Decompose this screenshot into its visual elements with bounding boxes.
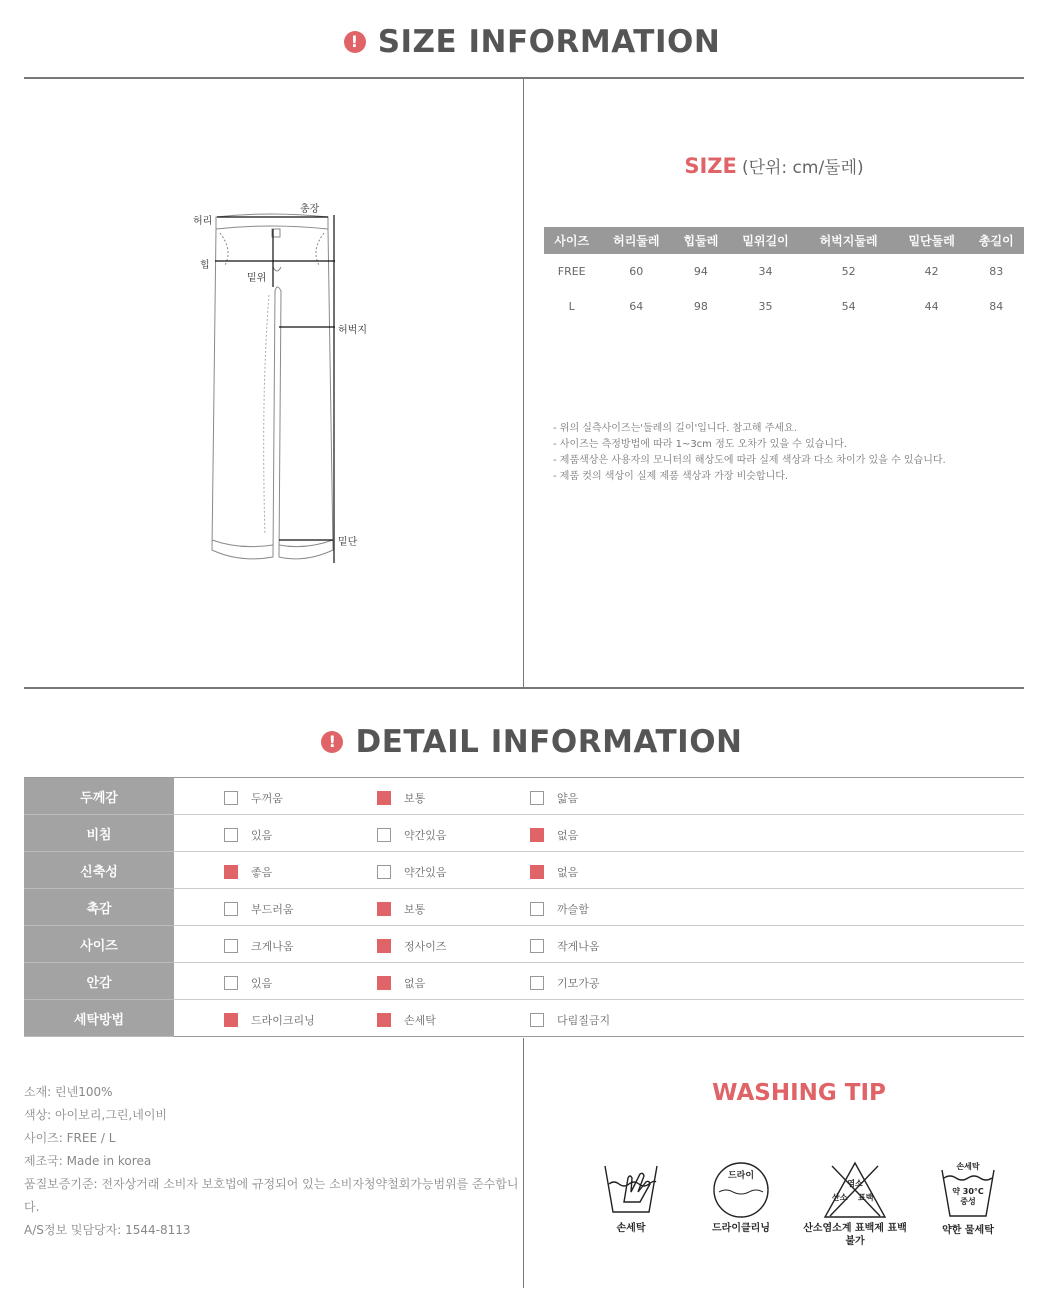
- detail-option: [224, 898, 377, 917]
- unchecked-box-icon[interactable]: [530, 939, 544, 953]
- detail-row-label: 두께감: [24, 778, 174, 815]
- size-table: [544, 227, 1024, 324]
- unchecked-box-icon[interactable]: [530, 791, 544, 805]
- icon-inner-text: 중성: [960, 1197, 976, 1206]
- detail-row-label: 사이즈: [24, 926, 174, 963]
- wash-item-bleach: [800, 1160, 910, 1248]
- detail-option: [530, 824, 683, 843]
- unchecked-box-icon[interactable]: [530, 1013, 544, 1027]
- info-line: 사이즈: FREE / L: [24, 1131, 116, 1145]
- detail-option: [377, 935, 530, 954]
- unchecked-box-icon[interactable]: [377, 828, 391, 842]
- detail-option: [377, 824, 530, 843]
- option-label: 드라이크리닝: [251, 1013, 315, 1027]
- detail-row: [24, 926, 1024, 963]
- wash-item-dryclean: [686, 1160, 796, 1235]
- option-label: 없음: [557, 828, 579, 842]
- detail-options: [174, 815, 1024, 852]
- table-cell: 34: [758, 265, 773, 278]
- icon-inner-text: 산소: [832, 1193, 848, 1202]
- detail-row-label: 신축성: [24, 852, 174, 889]
- detail-option: [377, 787, 530, 806]
- product-info: [24, 1081, 519, 1242]
- size-heading-text: SIZE: [684, 154, 737, 178]
- option-label: 크게나옴: [251, 939, 294, 953]
- icon-inner-text: 표백: [858, 1193, 874, 1202]
- info-line: A/S정보 및담당자: 1544-8113: [24, 1223, 191, 1237]
- detail-option: [377, 1009, 530, 1028]
- size-unit-text: (단위: cm/둘레): [741, 158, 864, 178]
- label-length: 총장: [300, 204, 320, 215]
- option-label: 좋음: [251, 865, 273, 879]
- detail-row: [24, 963, 1024, 1000]
- size-table-header: [544, 227, 1024, 254]
- detail-option: [530, 1009, 683, 1028]
- table-cell: 52: [841, 265, 856, 278]
- unchecked-box-icon[interactable]: [224, 828, 238, 842]
- header-cell: 사이즈: [544, 227, 599, 254]
- option-label: 없음: [557, 865, 579, 879]
- detail-row: [24, 815, 1024, 852]
- icon-inner-text: 드라이: [727, 1171, 755, 1181]
- detail-option: [224, 935, 377, 954]
- option-label: 있음: [251, 976, 273, 990]
- checked-box-icon[interactable]: [377, 902, 391, 916]
- icon-inner-text: 약 30°C: [952, 1187, 984, 1196]
- wash-caption: 드라이클리닝: [712, 1223, 770, 1234]
- label-thigh: 허벅지: [338, 325, 367, 336]
- option-label: 정사이즈: [404, 939, 447, 953]
- table-cell: 84: [989, 300, 1004, 313]
- checked-box-icon[interactable]: [377, 939, 391, 953]
- no-bleach-icon: [822, 1160, 888, 1220]
- detail-row-label: 촉감: [24, 889, 174, 926]
- detail-table: [24, 777, 1024, 1037]
- checked-box-icon[interactable]: [530, 865, 544, 879]
- unchecked-box-icon[interactable]: [377, 865, 391, 879]
- option-label: 손세탁: [404, 1013, 436, 1027]
- detail-row-label: 세탁방법: [24, 1000, 174, 1037]
- detail-row: [24, 1000, 1024, 1037]
- table-cell: 44: [924, 300, 939, 313]
- table-cell: L: [568, 300, 575, 313]
- note-line: - 제품 컷의 색상이 실제 제품 색상과 가장 비슷합니다.: [553, 471, 789, 482]
- wash-caption: 손세탁: [616, 1223, 646, 1234]
- pants-outline-icon: [185, 195, 385, 575]
- detail-title-text: DETAIL INFORMATION: [355, 724, 743, 760]
- label-rise: 밑위: [247, 273, 267, 284]
- table-row: [544, 289, 1024, 324]
- divider-vertical-bottom: [523, 1038, 524, 1288]
- size-notes: [553, 421, 946, 485]
- detail-options: [174, 926, 1024, 963]
- checked-box-icon[interactable]: [224, 865, 238, 879]
- detail-option: [224, 787, 377, 806]
- info-line: 품질보증기준: 전자상거래 소비자 보호법에 규정되어 있는 소비자청약철회가능범위를 준수합니다.: [24, 1177, 519, 1214]
- table-cell: 60: [629, 265, 644, 278]
- option-label: 작게나옴: [557, 939, 600, 953]
- detail-row: [24, 889, 1024, 926]
- info-line: 제조국: Made in korea: [24, 1154, 152, 1168]
- info-line: 색상: 아이보리,그린,네이비: [24, 1108, 167, 1122]
- detail-option: [224, 1009, 377, 1028]
- detail-option: [377, 861, 530, 880]
- table-cell: FREE: [557, 265, 586, 278]
- detail-options: [174, 963, 1024, 1000]
- unchecked-box-icon[interactable]: [530, 902, 544, 916]
- info-line: 소재: 린넨100%: [24, 1085, 113, 1099]
- pants-diagram: [185, 195, 385, 575]
- detail-row: [24, 852, 1024, 889]
- option-label: 있음: [251, 828, 273, 842]
- detail-option: [224, 824, 377, 843]
- option-label: 두꺼움: [251, 791, 283, 805]
- option-label: 없음: [404, 976, 426, 990]
- washing-tip-title: WASHING TIP: [712, 1080, 886, 1106]
- option-label: 부드러움: [251, 902, 294, 916]
- detail-option: [377, 972, 530, 991]
- option-label: 까슬함: [557, 902, 589, 916]
- header-cell: 허리둘레: [599, 227, 673, 254]
- note-line: - 위의 실측사이즈는'둘레의 길이'입니다. 참고해 주세요.: [553, 423, 797, 434]
- detail-options: [174, 778, 1024, 815]
- unchecked-box-icon[interactable]: [224, 939, 238, 953]
- detail-options: [174, 1000, 1024, 1037]
- table-cell: 54: [841, 300, 856, 313]
- header-cell: 총길이: [969, 227, 1024, 254]
- table-row: [544, 254, 1024, 289]
- detail-options: [174, 852, 1024, 889]
- checked-box-icon[interactable]: [377, 1013, 391, 1027]
- alert-icon: !: [321, 731, 343, 753]
- header-cell: 허벅지둘레: [802, 227, 894, 254]
- table-cell: 42: [924, 265, 939, 278]
- header-cell: 힙둘레: [673, 227, 728, 254]
- table-cell: 83: [989, 265, 1004, 278]
- wash-item-gentle: [913, 1160, 1023, 1237]
- alert-icon: !: [344, 31, 366, 53]
- detail-row-label: 안감: [24, 963, 174, 1000]
- table-cell: 94: [693, 265, 708, 278]
- option-label: 약간있음: [404, 865, 447, 879]
- size-heading: [524, 153, 1024, 178]
- option-label: 기모가공: [557, 976, 600, 990]
- wash-caption: 산소염소계 표백제 표백 불가: [803, 1223, 907, 1247]
- size-section-title: [0, 24, 1064, 60]
- detail-row-label: 비침: [24, 815, 174, 852]
- unchecked-box-icon[interactable]: [224, 791, 238, 805]
- detail-row: [24, 778, 1024, 815]
- detail-option: [530, 898, 683, 917]
- checked-box-icon[interactable]: [377, 976, 391, 990]
- option-label: 보통: [404, 902, 426, 916]
- detail-option: [530, 861, 683, 880]
- checked-box-icon[interactable]: [377, 791, 391, 805]
- detail-options: [174, 889, 1024, 926]
- icon-inner-text: 염소: [847, 1179, 863, 1188]
- detail-option: [530, 787, 683, 806]
- option-label: 얇음: [557, 791, 579, 805]
- header-cell: 밑위길이: [729, 227, 803, 254]
- divider-top: [24, 77, 1024, 79]
- header-cell: 밑단둘레: [895, 227, 969, 254]
- detail-section-title: [0, 724, 1064, 760]
- size-title-text: SIZE INFORMATION: [377, 24, 721, 60]
- divider-size-bottom: [24, 687, 1024, 689]
- label-hem: 밑단: [338, 537, 358, 548]
- unchecked-box-icon[interactable]: [530, 976, 544, 990]
- checked-box-icon[interactable]: [530, 828, 544, 842]
- table-cell: 98: [693, 300, 708, 313]
- note-line: - 사이즈는 측정방법에 따라 1~3cm 정도 오차가 있을 수 있습니다.: [553, 439, 847, 450]
- detail-option: [530, 935, 683, 954]
- detail-option: [377, 898, 530, 917]
- checked-box-icon[interactable]: [224, 1013, 238, 1027]
- detail-option: [224, 972, 377, 991]
- label-waist: 허리: [193, 216, 213, 227]
- hand-wash-icon: [600, 1160, 662, 1220]
- unchecked-box-icon[interactable]: [224, 902, 238, 916]
- detail-option: [224, 861, 377, 880]
- note-line: - 제품색상은 사용자의 모니터의 해상도에 따라 실제 색상과 다소 차이가 있을 수 있습니다.: [553, 455, 946, 466]
- table-cell: 64: [629, 300, 644, 313]
- option-label: 다림질금지: [557, 1013, 611, 1027]
- label-hip: 힙: [200, 260, 210, 271]
- icon-inner-text: 손세탁: [956, 1162, 980, 1171]
- option-label: 약간있음: [404, 828, 447, 842]
- detail-option: [530, 972, 683, 991]
- wash-caption: 약한 물세탁: [942, 1225, 994, 1236]
- unchecked-box-icon[interactable]: [224, 976, 238, 990]
- wash-item-hand: [576, 1160, 686, 1235]
- table-cell: 35: [758, 300, 773, 313]
- option-label: 보통: [404, 791, 426, 805]
